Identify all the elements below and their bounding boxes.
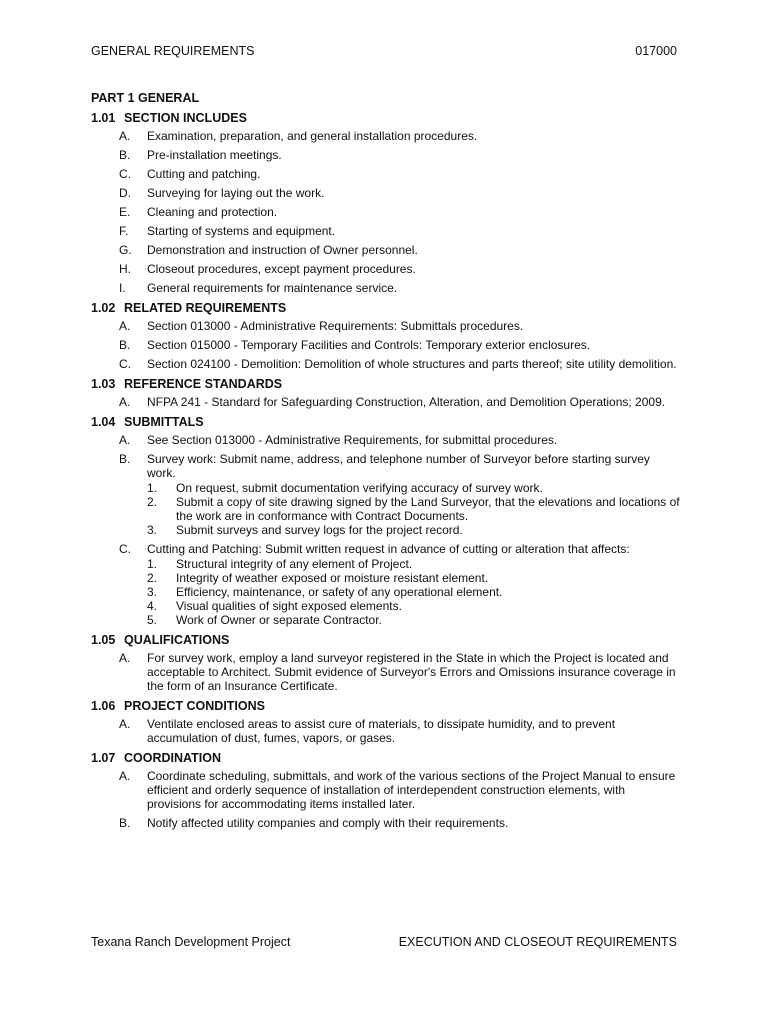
sub-item-number: 2.	[147, 571, 158, 585]
sub-item-text: Visual qualities of sight exposed elements.	[176, 599, 402, 613]
sub-list-item	[91, 613, 681, 627]
section	[91, 414, 681, 627]
sub-list	[147, 557, 681, 627]
item-text: Notify affected utility companies and comply with their requirements.	[147, 816, 509, 830]
section	[91, 750, 681, 830]
list-item	[91, 651, 681, 693]
item-letter: F.	[119, 224, 129, 238]
section-number: 1.04	[91, 415, 116, 429]
section-title: COORDINATION	[124, 751, 221, 765]
item-text: See Section 013000 - Administrative Requirements, for submittal procedures.	[147, 433, 558, 447]
list-item	[91, 769, 681, 811]
item-text: Section 024100 - Demolition: Demolition of whole structures and parts thereof; site utility demolition.	[147, 357, 677, 371]
section-heading	[91, 698, 681, 714]
item-text: Ventilate enclosed areas to assist cure of materials, to dissipate humidity, and to prevent accumulation of dust, fumes, vapors, or gases.	[147, 717, 616, 745]
sub-item-number: 2.	[147, 495, 158, 509]
item-letter: I.	[119, 281, 126, 295]
section-title: SUBMITTALS	[124, 415, 204, 429]
list-item	[91, 243, 681, 257]
item-text: Examination, preparation, and general installation procedures.	[147, 129, 478, 143]
list-item	[91, 262, 681, 276]
list-item	[91, 816, 681, 830]
item-text: Survey work: Submit name, address, and telephone number of Surveyor before starting survey work.	[147, 452, 650, 480]
item-letter: A.	[119, 651, 131, 665]
sub-item-text: On request, submit documentation verifying accuracy of survey work.	[176, 481, 543, 495]
item-letter: A.	[119, 433, 131, 447]
section-title: REFERENCE STANDARDS	[124, 377, 283, 391]
item-letter: C.	[119, 167, 131, 181]
item-letter: C.	[119, 357, 131, 371]
sub-list	[147, 481, 681, 537]
list-item	[91, 148, 681, 162]
list-item	[91, 433, 681, 447]
item-letter: A.	[119, 129, 131, 143]
sub-item-number: 1.	[147, 557, 158, 571]
list-item	[91, 281, 681, 295]
sub-item-text: Work of Owner or separate Contractor.	[176, 613, 382, 627]
sub-item-number: 4.	[147, 599, 158, 613]
section-heading	[91, 110, 681, 126]
section	[91, 300, 681, 371]
list-item	[91, 717, 681, 745]
section-number: 1.06	[91, 699, 116, 713]
section	[91, 110, 681, 295]
section-title: RELATED REQUIREMENTS	[124, 301, 287, 315]
item-text: Section 015000 - Temporary Facilities and Controls: Temporary exterior enclosures.	[147, 338, 591, 352]
sub-list-item	[91, 481, 681, 495]
footer-project-name: Texana Ranch Development Project	[91, 935, 291, 949]
section-heading	[91, 632, 681, 648]
item-text: Section 013000 - Administrative Requirements: Submittals procedures.	[147, 319, 524, 333]
item-text: Surveying for laying out the work.	[147, 186, 325, 200]
item-text: NFPA 241 - Standard for Safeguarding Construction, Alteration, and Demolition Operations; 2009.	[147, 395, 666, 409]
section-number: 1.07	[91, 751, 116, 765]
item-text: Coordinate scheduling, submittals, and work of the various sections of the Project Manual to ensure efficient and orderly sequence of installation of interdependent construction elements, with provisions for accommodating items installed later.	[147, 769, 676, 811]
section	[91, 632, 681, 693]
part-title: PART 1 GENERAL	[91, 91, 200, 105]
sub-item-number: 3.	[147, 523, 158, 537]
section	[91, 376, 681, 409]
sub-item-text: Submit a copy of site drawing signed by the Land Surveyor, that the elevations and locations of the work are in conformance with Contract Documents.	[176, 495, 680, 523]
item-text: Pre-installation meetings.	[147, 148, 282, 162]
item-text: Closeout procedures, except payment procedures.	[147, 262, 416, 276]
sub-list-item	[91, 585, 681, 599]
item-letter: E.	[119, 205, 131, 219]
sub-item-number: 5.	[147, 613, 158, 627]
section-number: 1.01	[91, 111, 116, 125]
list-item	[91, 167, 681, 181]
sub-item-text: Efficiency, maintenance, or safety of any operational element.	[176, 585, 503, 599]
item-letter: B.	[119, 452, 131, 466]
item-letter: B.	[119, 338, 131, 352]
footer-section-title: EXECUTION AND CLOSEOUT REQUIREMENTS	[398, 935, 677, 949]
section-number: 1.02	[91, 301, 116, 315]
item-text: Cutting and patching.	[147, 167, 261, 181]
item-letter: C.	[119, 542, 131, 556]
sub-item-number: 3.	[147, 585, 158, 599]
sub-item-text: Integrity of weather exposed or moisture resistant element.	[176, 571, 489, 585]
item-text: For survey work, employ a land surveyor registered in the State in which the Project is located and acceptable to Architect. Submit evidence of Surveyor's Errors and Omissions insurance coverage in the form of an Insurance Certificate.	[147, 651, 676, 693]
sub-list-item	[91, 495, 681, 523]
item-letter: G.	[119, 243, 132, 257]
list-item	[91, 319, 681, 333]
item-letter: A.	[119, 769, 131, 783]
item-text: Starting of systems and equipment.	[147, 224, 336, 238]
item-letter: A.	[119, 717, 131, 731]
item-letter: H.	[119, 262, 131, 276]
section-title: QUALIFICATIONS	[124, 633, 230, 647]
list-item	[91, 129, 681, 143]
sub-item-text: Structural integrity of any element of Project.	[176, 557, 413, 571]
list-item	[91, 542, 681, 627]
section-title: PROJECT CONDITIONS	[124, 699, 265, 713]
list-item	[91, 205, 681, 219]
list-item	[91, 338, 681, 352]
list-item	[91, 224, 681, 238]
section-heading	[91, 414, 681, 430]
sub-item-text: Submit surveys and survey logs for the project record.	[176, 523, 463, 537]
item-text: Demonstration and instruction of Owner personnel.	[147, 243, 418, 257]
item-letter: B.	[119, 816, 131, 830]
header-title: GENERAL REQUIREMENTS	[91, 44, 255, 58]
sub-item-number: 1.	[147, 481, 158, 495]
item-letter: D.	[119, 186, 131, 200]
list-item	[91, 395, 681, 409]
sub-list-item	[91, 571, 681, 585]
sub-list-item	[91, 523, 681, 537]
item-letter: A.	[119, 319, 131, 333]
list-item	[91, 452, 681, 537]
section-number: 1.05	[91, 633, 116, 647]
section-number: 1.03	[91, 377, 116, 391]
list-item	[91, 357, 681, 371]
section-heading	[91, 376, 681, 392]
item-text: General requirements for maintenance service.	[147, 281, 398, 295]
document-body	[91, 110, 681, 835]
header-section-number: 017000	[635, 44, 677, 58]
section	[91, 698, 681, 745]
section-heading	[91, 300, 681, 316]
item-text: Cleaning and protection.	[147, 205, 278, 219]
item-letter: A.	[119, 395, 131, 409]
item-letter: B.	[119, 148, 131, 162]
section-heading	[91, 750, 681, 766]
list-item	[91, 186, 681, 200]
sub-list-item	[91, 599, 681, 613]
sub-list-item	[91, 557, 681, 571]
section-title: SECTION INCLUDES	[124, 111, 247, 125]
item-text: Cutting and Patching: Submit written request in advance of cutting or alteration that affects:	[147, 542, 630, 556]
